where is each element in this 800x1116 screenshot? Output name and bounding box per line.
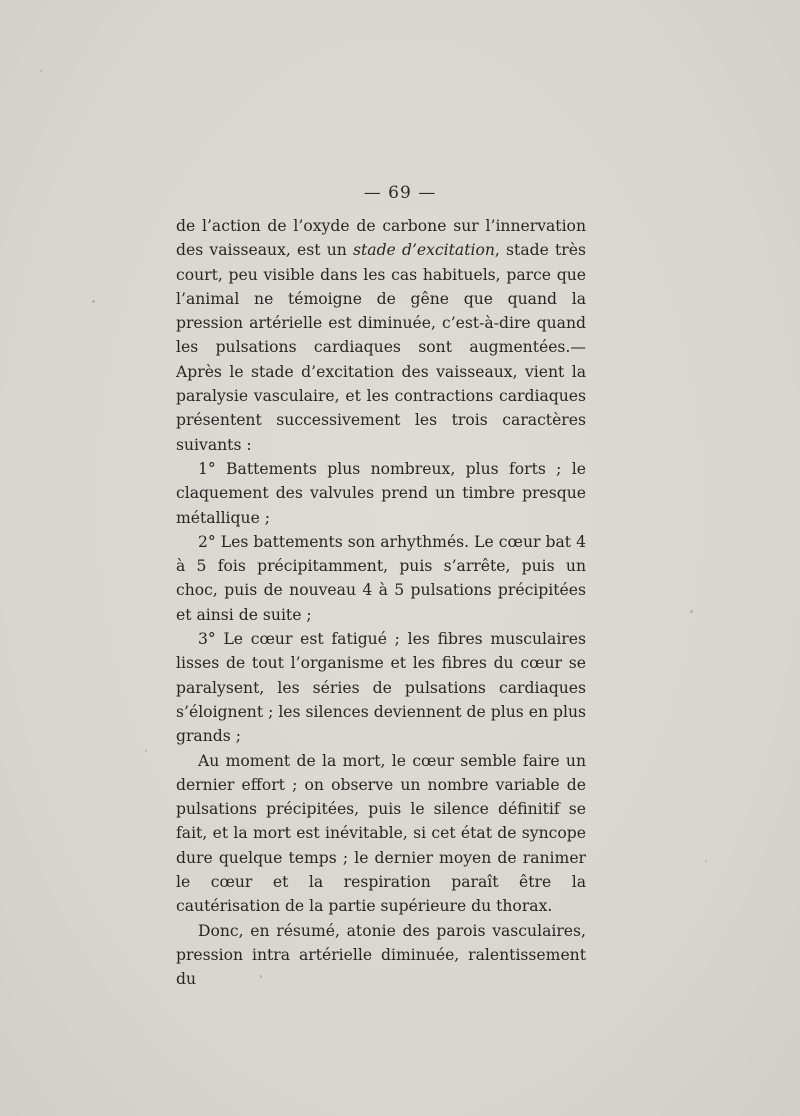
paragraph: 1° Battements plus nombreux, plus forts ; le claquement des valvules prend un timbre presque métallique ; xyxy=(176,459,586,527)
paragraph-text: , stade très court, peu visible dans les cas habituels, parce que l’animal ne témoigne de gêne que quand la pression artérielle est diminuée, c’est-à-dire quand les pulsations cardiaques sont augmentées.— Après le stade d’excitation des vaisseaux, vient la paralysie vasculaire, et les contractions cardiaques présentent successivement les trois caractères suivants : xyxy=(176,241,586,454)
paper-speck xyxy=(40,70,42,72)
paragraph: Donc, en résumé, atonie des parois vasculaires, pression intra artérielle diminuée, ralentissement du xyxy=(176,921,586,989)
paper-speck xyxy=(92,300,95,303)
paragraph: 3° Le cœur est fatigué ; les fibres musculaires lisses de tout l’organisme et les fibres du cœur se paralysent, les séries de pulsations cardiaques s’éloignent ; les silences deviennent de plus en plus grands ; xyxy=(176,630,586,746)
paragraph xyxy=(176,214,586,457)
paper-speck xyxy=(690,610,693,613)
body-text xyxy=(176,214,586,992)
paragraph: Au moment de la mort, le cœur semble faire un dernier effort ; on observe un nombre variable de pulsations précipitées, puis le silence définitif se fait, et la mort est inévitable, si cet état de syncope dure quelque temps ; le dernier moyen de ranimer le cœur et la respiration paraît être la cautérisation de la partie supérieure du thorax. xyxy=(176,751,586,916)
paragraph: 2° Les battements son arhythmés. Le cœur bat 4 à 5 fois précipitamment, puis s’arrête, puis un choc, puis de nouveau 4 à 5 pulsations précipitées et ainsi de suite ; xyxy=(176,532,586,624)
italic-term: stade d’excitation xyxy=(353,241,495,260)
paper-speck xyxy=(145,750,147,752)
page-number: — 69 — xyxy=(363,183,437,203)
paragraph-text: de l’action de l’oxyde de carbone sur l’innervation des vaisseaux, est un xyxy=(176,217,586,260)
paper-speck xyxy=(705,860,707,862)
